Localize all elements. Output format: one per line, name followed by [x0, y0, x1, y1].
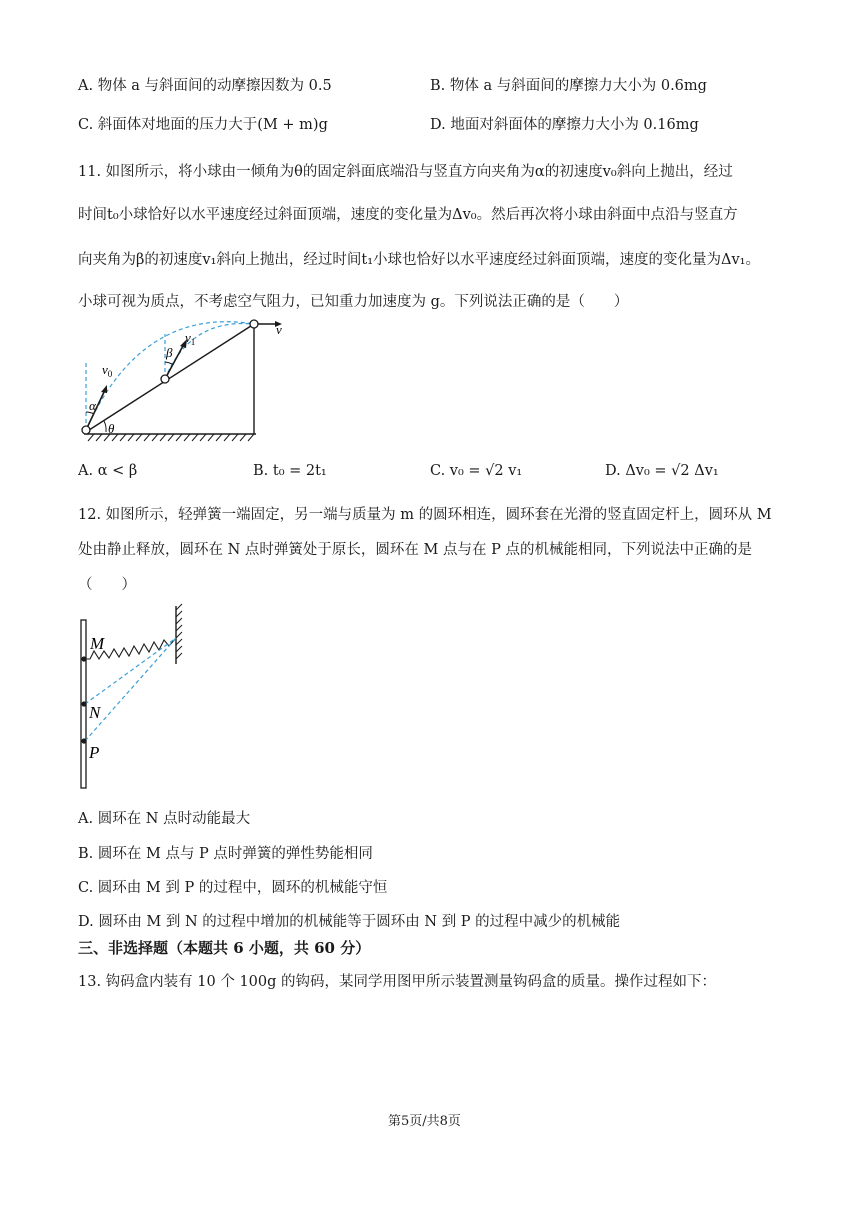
q12-option-c: C. 圆环由 M 到 P 的过程中，圆环的机械能守恒	[78, 880, 388, 896]
q12-option-a: A. 圆环在 N 点时动能最大	[78, 811, 251, 827]
q11-option-a: A. α < β	[78, 463, 138, 479]
beta-label: β	[166, 345, 173, 360]
v0-label: $v_0$	[102, 362, 113, 379]
q10-option-d: D. 地面对斜面体的摩擦力大小为 0.16mg	[430, 117, 699, 133]
q12-line-3: （ ）	[78, 577, 136, 593]
q11-option-d: D. Δv₀ = √2 Δv₁	[605, 463, 719, 479]
q11-line-2: 时间t₀小球恰好以水平速度经过斜面顶端，速度的变化量为Δv₀。然后再次将小球由斜面中点沿与竖直方	[78, 207, 738, 223]
q10-option-b: B. 物体 a 与斜面间的摩擦力大小为 0.6mg	[430, 78, 707, 94]
m-point-label: M	[90, 634, 105, 653]
section-3-heading: 三、非选择题（本题共 6 小题，共 60 分）	[78, 939, 371, 957]
p-point-label: P	[89, 743, 100, 762]
q12-option-b: B. 圆环在 M 点与 P 点时弹簧的弹性势能相同	[78, 846, 373, 862]
q12-option-d: D. 圆环由 M 到 N 的过程中增加的机械能等于圆环由 N 到 P 的过程中减少的机械能	[78, 914, 621, 930]
theta-label: θ	[108, 421, 115, 436]
q12-line-1: 12. 如图所示，轻弹簧一端固定，另一端与质量为 m 的圆环相连，圆环套在光滑的竖直固定杆上，圆环从 M	[78, 507, 772, 523]
q11-line-3: 向夹角为β的初速度v₁斜向上抛出，经过时间t₁小球也恰好以水平速度经过斜面顶端，速度的变化量为Δv₁。	[78, 252, 760, 268]
q11-line-4: 小球可视为质点，不考虑空气阻力，已知重力加速度为 g。下列说法正确的是（ ）	[78, 294, 629, 310]
q10-option-a: A. 物体 a 与斜面间的动摩擦因数为 0.5	[78, 78, 332, 94]
q12-line-2: 处由静止释放，圆环在 N 点时弹簧处于原长，圆环在 M 点与在 P 点的机械能相同，下列说法中正确的是	[78, 542, 752, 558]
n-point-label: N	[89, 703, 101, 722]
q10-option-c: C. 斜面体对地面的压力大于(M + m)g	[78, 117, 328, 133]
v1-label: $v_1$	[185, 330, 196, 347]
q11-option-c: C. v₀ = √2 v₁	[430, 463, 523, 479]
page-number: 第5页/共8页	[388, 1114, 461, 1129]
q11-option-b: B. t₀ = 2t₁	[253, 463, 327, 479]
q11-incline-figure	[72, 312, 302, 448]
q13-line-1: 13. 钩码盒内装有 10 个 100g 的钩码，某同学用图甲所示装置测量钩码盒的质量。操作过程如下：	[78, 974, 717, 990]
v-label: v	[276, 322, 282, 337]
q12-spring-figure	[74, 602, 194, 794]
q11-line-1: 11. 如图所示，将小球由一倾角为θ的固定斜面底端沿与竖直方向夹角为α的初速度v₀斜向上抛出，经过	[78, 164, 733, 180]
alpha-label: α	[89, 398, 96, 413]
